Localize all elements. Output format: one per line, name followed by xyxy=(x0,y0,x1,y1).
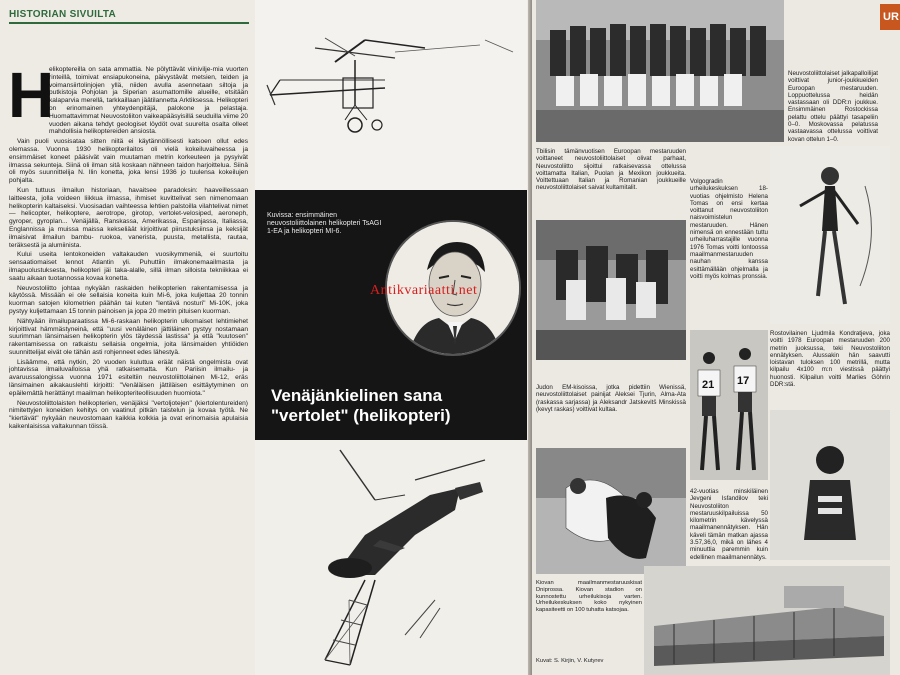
stadium-illustration xyxy=(644,566,890,675)
news-item: Neuvostoliittolaiset jalkapalloilijat voittivat junior-joukkueiden Euroopan mestaruuden. Loppuottelussa heidän vastassaan oli DDR:n joukkue. Ensimmäinen Rostockissa pelattu ottelu päättyi tasapeliin 0–0. Moskovassa pelatussa vastaavassa ottelussa voittivat kovan ottelun 1–0. xyxy=(788,70,878,143)
article-paragraph: elikoptereilla on sata ammattia. Ne pölyttävät viinivilje-mia vuorten rinteillä, toimivat ensiapukoneina, päivystävät metsien, teiden ja voimansiirtolinjojen yllä, niiden avulla asennetaan siltoja ja putkistoja Pohjolan ja Siperian asumattomille alueille, etsitään kalaparvia merellä, tarkkaillaan jäätilannetta Arktiksessa. Helikopteri on erinomainen yhteydenpitäjä, palokone ja pelastaja. Huomattavimmat Neuvostoliiton vaikeapääsyisillä seuduilla viime 20 vuoden aikana tehdyt geologiset löydöt ovat suurelta osalta olleet mahdollisia helikoptereiden ansiosta. xyxy=(49,66,248,136)
early-helicopter-photo xyxy=(255,0,527,190)
gymnast-illustration xyxy=(770,146,890,324)
article-paragraph: Nähtyään ilmailuparaatissa Mi-6-raskaan helikopterin ulkomaiset lehtimiehet kirjoittivat hämmästyneinä, että "uusi venäläinen jättiläinen pystyy nostamaan suurimman länsimaisen helikopterin ylös täydessä lastissa" ja että "kuutosen" rakentamisessa on ratkaistu sellaisia ongelmia, joita länsimaiden yhtiöiden suunnittelijat eivät ole tähän asti rohjenneet edes lähestyä. xyxy=(9,317,248,356)
early-helicopter-illustration xyxy=(255,0,527,190)
rugby-match-photo xyxy=(536,220,686,360)
article-paragraph: Vain puoli vuosisataa sitten niitä ei käytännöllisesti katsoen ollut edes olemassa. Vuonna 1930 helikopterilaitos oli vielä kokeiluvaiheessa ja ensimmäiset koneet pääsivät vain muutaman metrin korkeuteen ja pysyivät ilmassa sekunteja. Siinä oli ilman sitä koskaan nähneen taidon harjoittelua. Siinä oli myös suunnittelija N. Ilin konetta, joka lensi 1936 jo tuulensa kokeilujen pohjalta. xyxy=(9,138,248,185)
news-item: Tbilisin tämänvuotisen Euroopan mestaruuden voittaneet neuvostoliittolaiset olivat parhaat, Neuvostoliitto sijoittui ratkaisevassa ottelussa voittamatta Italian, Puolan ja Mexikon joukkueita. Voittettuaan Italian ja Romanian joukkueille neuvostoliittolaiset saivat kultamitalit. xyxy=(536,148,686,192)
rugby-illustration xyxy=(536,220,686,360)
mi6-helicopter-photo xyxy=(255,440,527,675)
watermark: Antikvariaatti.net xyxy=(370,283,478,298)
photo-column xyxy=(255,0,527,675)
mi6-helicopter-illustration xyxy=(255,440,527,675)
right-page xyxy=(532,0,900,675)
photo-caption: Kuvissa: ensimmäinen neuvostoliittolainen helikopteri TsAGI 1-EA ja helikopteri MI-6. xyxy=(267,212,382,236)
gymnast-photo xyxy=(770,146,890,324)
news-item: Kiovan maailmanmestaruuskisat Dniprossa. Kiovan stadion on kunnostettu urheilukisoja varten. Urheilukeskuksen koko nykyinen kapasiteetti on 100 tuhatta katsojaa. xyxy=(536,580,642,614)
team-photo-illustration xyxy=(536,0,784,142)
article-paragraph: Kului useita lentokoneiden valtakauden vuosikymmeniä, ei suurtoitu sensaatiomaiset lennot Atlantin yli. Puhuttiin ilmakonemaailmasta ja ilmapuolustuksesta, helikopteri jäi taka-alalle, sillä ilman silloista tekniikkaa ei saatu aikaan tuotannossa kovaa konetta. xyxy=(9,251,248,282)
news-item: Judon EM-kisoissa, jotka pidettiin Wienissä, neuvostoliittolaiset painijat Aleksei Tjurin, Alma-Ata (raskassa sarjassa) ja Aleksandr Jatskevitš Minskissä (kevyt raskas) voittivat kultaa. xyxy=(536,384,686,413)
article-paragraph: Neuvostoliittolaisten helikopterien, venäjäksi "vertoljotejen" (kiertolentureiden) nimitettyjen koneiden kehitys on vaatinut pitkän taistelun ja kovaa työtä. Ne "kiertävät" nykyään neuvostomaan kaikkia kolkkia ja ovat erinomaisia apulaisia kaikenlaisissa valtakunnan töissä. xyxy=(9,399,248,431)
stadium-photo xyxy=(644,566,890,675)
headline-line: Venäjänkielinen sana xyxy=(271,386,443,405)
article-headline xyxy=(271,386,521,426)
headline-panel xyxy=(255,190,527,440)
sprinters-illustration xyxy=(690,330,768,480)
article-paragraph: Lisäämme, että nytkin, 20 vuoden kuluttua eräät näistä ongelmista ovat johtavissa ilmailuvalloissa yhä ratkaisematta. Kun Pariisin ilmailu- ja avaruussalongissa vuonna 1971 esiteltiin neuvostoliittolainen Mi-12, eräs länsimainen aikakauslehti kirjoitti: "Venäläisen jättiläisen esittäytyminen on epäilemättä herättänyt maailman helikopteriteollisuuden huomiota." xyxy=(9,358,248,397)
svg-text:21: 21 xyxy=(702,379,715,391)
judo-photo xyxy=(536,448,686,574)
section-rule xyxy=(9,22,249,24)
news-item: Rostovilainen Ljudmila Kondratjeva, joka voitti 1978 Euroopan mestaruuden 200 metrin juoksussa, teki Neuvostoliiton ennätyksen. Alussakin hän saavutti loistavan tuloksen 100 metrillä, mutta kilpailu 4x100 m:n viestissä päättyi huonosti. Kilpailun voitti Marlies Göhrin DDR:stä. xyxy=(770,330,890,389)
headline-line: "vertolet" (helikopteri) xyxy=(271,406,451,425)
football-team-photo xyxy=(536,0,784,142)
news-item: 42-vuotias minskiläinen Jevgeni Isfandilov teki Neuvostoliiton mestaruuskilpailuissa 50 kilometrin kävelyssä maailmanennätyksen. Hän käveli tämän matkan ajassa 3.57,36,0, mikä on lähes 4 minuuttia paremmin kuin edellinen maailmanennätys. xyxy=(690,488,768,561)
athlete-illustration xyxy=(770,410,890,560)
svg-text:17: 17 xyxy=(737,375,750,387)
section-header: HISTORIAN SIVUILTA xyxy=(9,9,117,20)
article-body xyxy=(8,59,248,675)
photo-credit: Kuvat: S. Kirjin, V. Kutyrev xyxy=(536,658,604,664)
drop-cap: H xyxy=(8,59,55,131)
judo-illustration xyxy=(536,448,686,574)
article-paragraph: Neuvostoliitto johtaa nykyään raskaiden helikopterien rakentamisessa ja käytössä. Missään ei ole sellaisia koneita kuin Mi-6, joka kuljettaa 20 tonnin kuorman satojen kilometrien päähän tai kuten "lentävä nosturi" Mi-10K, joka pystyy kuljettamaan 15 tonnin painoisen ja jopa 20 metrin pituisen kuorman. xyxy=(9,284,248,315)
news-item: Volgogradin urheilukeskuksen 18-vuotias ohjelmisto Helena Tomas on ensi kertaa voittanut neuvostoliiton naisvoimistelun mestaruuden. Hänen nimensä on ennestään tuttu urheiluharrastajille vuonna 1976 Tomas voitti lontoossa maailmanmestaruuden nauhan kanssa esittämällään ohjelmalla ja voitti myös kolmas pronssia. xyxy=(690,178,768,280)
article-paragraph: Kun tuttuus ilmailun historiaan, havaitsee paradoksin: haaveillessaan laitteesta, jolla voideen liikkua ilmassa, ihmiset kuvittelivat sen nimenomaan helikopterin kaltaiseksi. Vuosisadan vaihteessa lehtien palstoilla vilahtelivat nimet — helicopter, helikoptere, aerotrope, girotop, vertolet-velosiped, aeroneph, gyroper, gyroplan... Venäjällä, Ranskassa, Amerikassa, Espanjassa, Italiassa, Englannissa ja muissa maissa kekseliäät kirjoittivat piirustuksiinsa ja keksijät ilmaisivat ilmailun bambu- ruokoa, vanerista, puusta, metallista, rautaa, teräksestä ja alumiinista. xyxy=(9,186,248,249)
sprinters-photo xyxy=(690,330,768,480)
athlete-portrait-photo xyxy=(770,410,890,560)
section-tab: UR xyxy=(880,4,900,30)
